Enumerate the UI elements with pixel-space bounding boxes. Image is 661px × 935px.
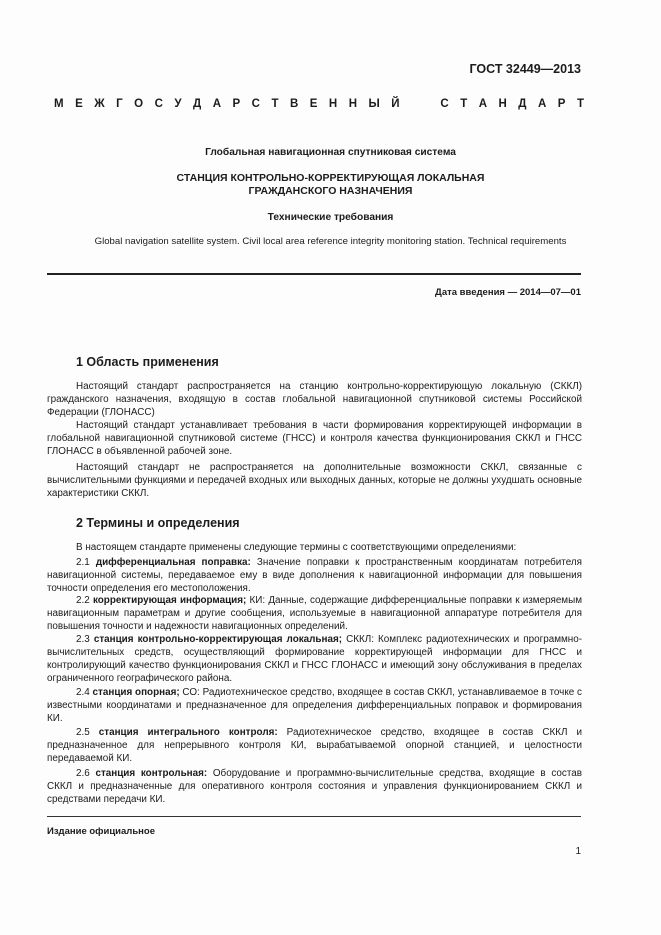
- term-name: станция контрольная:: [95, 768, 208, 779]
- banner-letter: Р: [232, 98, 241, 110]
- term-number: 2.4: [76, 687, 90, 698]
- term-name: станция опорная;: [92, 687, 180, 698]
- section-1-heading: 1 Область применения: [76, 355, 219, 369]
- english-title: Global navigation satellite system. Civil local area reference integrity monitoring station. Technical requirements: [94, 236, 567, 247]
- term-number: 2.1: [76, 557, 90, 568]
- section-2-intro: В настоящем стандарте применены следующие термины с соответствующими определениями:: [76, 542, 517, 553]
- banner-letter: С: [440, 98, 449, 110]
- section-1-paragraph-3: Настоящий стандарт не распространяется на дополнительные возможности СККЛ, связанные с вычислительными функциями и передачей входных или выходных данных, которые не должны ухудшать основные характеристики СККЛ.: [47, 462, 582, 499]
- banner-letter: Р: [557, 98, 566, 110]
- title-divider: [47, 273, 581, 275]
- banner-letter: У: [174, 98, 182, 110]
- term-2-3: [47, 633, 582, 685]
- banner-letter: Ы: [368, 98, 380, 110]
- term-definition: СО: Радиотехническое средство, входящее в состав СККЛ, устанавливаемое в точке с известными координатами и предназначенное для определения дифференциальных поправок и формирования КИ.: [47, 687, 582, 724]
- banner-letter: Е: [309, 98, 318, 110]
- effective-date: Дата введения — 2014—07—01: [435, 287, 581, 298]
- banner-letter: Е: [75, 98, 83, 110]
- banner-letter: А: [212, 98, 222, 110]
- banner-letter: О: [134, 98, 144, 110]
- term-definition: Значение поправки к пространственным координатам потребителя навигационной системы, передаваемое ему в виде дополнения к навигационной информации для повышения точности определения его местоположения.: [47, 557, 582, 594]
- main-title-line-1: СТАНЦИЯ КОНТРОЛЬНО-КОРРЕКТИРУЮЩАЯ ЛОКАЛЬНАЯ: [176, 172, 485, 184]
- banner-letter: Ж: [94, 98, 105, 110]
- banner-letter: [426, 98, 429, 110]
- term-definition: Радиотехническое средство, входящее в состав СККЛ и предназначенное для непрерывного контроля КИ, вырабатываемой опорной станцией, и целостности передаваемой КИ.: [47, 727, 582, 764]
- term-name: станция контрольно-корректирующая локальная;: [93, 634, 343, 645]
- main-title: [40, 172, 621, 198]
- banner-letter: А: [478, 98, 488, 110]
- section-1-paragraph-1: Настоящий стандарт распространяется на станцию контрольно-корректирующую локальную (СККЛ) гражданского назначения, входящую в состав глобальной навигационной спутниковой системы Российской Федерации (ГЛОНАСС): [47, 381, 582, 418]
- term-2-6: [47, 767, 582, 806]
- term-name: дифференциальная поправка:: [95, 557, 251, 568]
- term-name: корректирующая информация;: [92, 595, 247, 606]
- document-code: ГОСТ 32449—2013: [469, 62, 581, 76]
- banner-letter: А: [537, 98, 547, 110]
- interstate-standard-banner: [54, 98, 584, 110]
- banner-letter: Н: [348, 98, 358, 110]
- banner-letter: Й: [391, 98, 400, 110]
- banner-letter: Н: [498, 98, 507, 110]
- term-2-5: [47, 726, 582, 765]
- system-title: Глобальная навигационная спутниковая система: [205, 147, 456, 158]
- subtitle: Технические требования: [267, 212, 394, 223]
- banner-letter: В: [289, 98, 299, 110]
- banner-letter: С: [251, 98, 260, 110]
- banner-letter: М: [54, 98, 64, 110]
- main-title-line-2: ГРАЖДАНСКОГО НАЗНАЧЕНИЯ: [248, 185, 413, 197]
- banner-letter: Н: [328, 98, 338, 110]
- footer-divider: [47, 816, 581, 817]
- banner-letter: Т: [576, 98, 584, 110]
- banner-letter: Т: [460, 98, 468, 110]
- banner-letter: С: [154, 98, 163, 110]
- term-2-4: [47, 686, 582, 725]
- term-definition: Оборудование и программно-вычислительные средства, входящие в состав СККЛ и предназначенные для оперативного контроля состояния и управления функционированием СККЛ и средствами передачи КИ.: [47, 768, 583, 805]
- banner-letter: [411, 98, 414, 110]
- official-edition-label: Издание официальное: [47, 826, 155, 837]
- term-number: 2.2: [76, 595, 90, 606]
- term-number: 2.5: [76, 727, 90, 738]
- term-definition: КИ: Данные, содержащие дифференциальные поправки к измеряемым навигационным параметрам и другие сообщения, используемые в навигационной аппаратуре потребителя для повышения точности и надежности навигационных определений.: [47, 595, 582, 632]
- term-number: 2.3: [76, 634, 90, 645]
- page-number: 1: [575, 846, 581, 857]
- term-definition: СККЛ: Комплекс радиотехнических и программно-вычислительных средств, осуществляющий формирование корректирующей информации для ГНСС и контролирующий качество функционирования СККЛ и ГНСС ГЛОНАСС и имеющий зону обслуживания в пределах ограниченного географического района.: [47, 634, 583, 684]
- section-2-heading: 2 Термины и определения: [76, 516, 240, 530]
- term-2-2: [47, 594, 582, 633]
- banner-letter: Д: [193, 98, 202, 110]
- banner-letter: Т: [271, 98, 279, 110]
- term-2-1: [47, 556, 582, 595]
- term-number: 2.6: [76, 768, 90, 779]
- banner-letter: Г: [116, 98, 123, 110]
- section-1-paragraph-2: Настоящий стандарт устанавливает требования в части формирования корректирующей информации в глобальной навигационной спутниковой системе (ГНСС) и контроля качества функционирования СККЛ и ГНСС ГЛОНАСС в объявленной рабочей зоне.: [47, 420, 582, 457]
- term-name: станция интегрального контроля:: [98, 727, 278, 738]
- banner-letter: Д: [518, 98, 527, 110]
